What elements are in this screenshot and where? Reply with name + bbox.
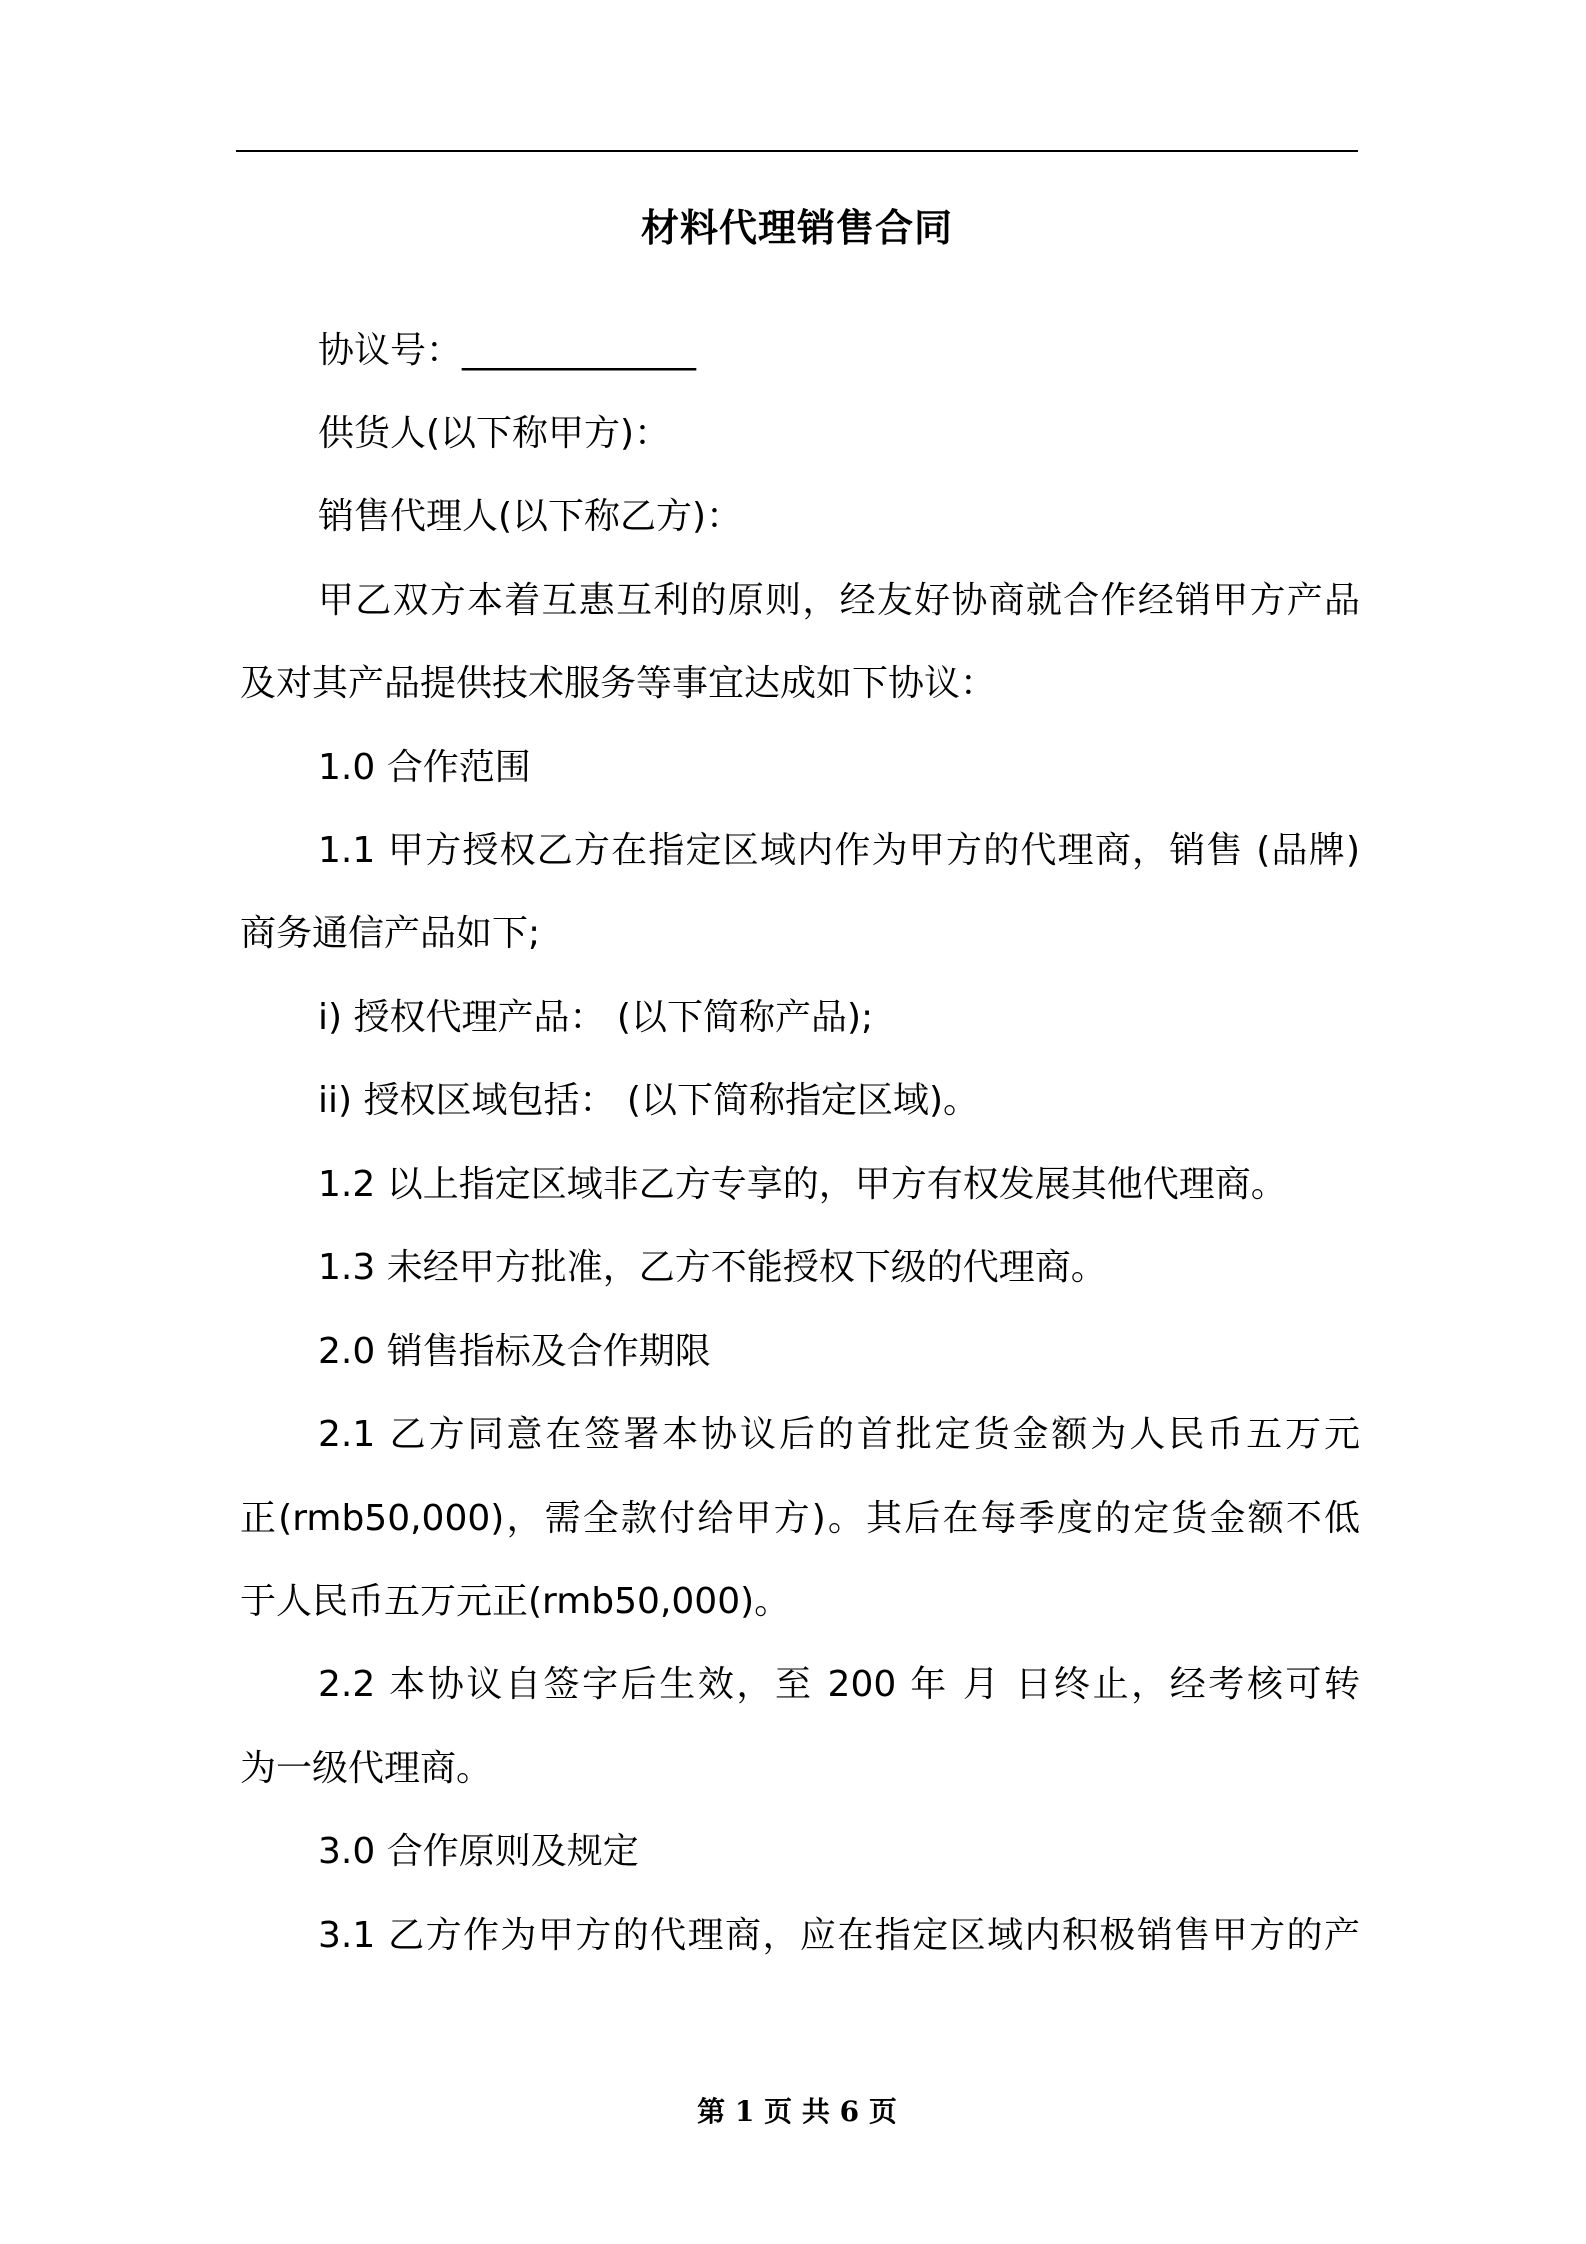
clause-1-2: 1.2 以上指定区域非乙方专享的，甲方有权发展其他代理商。 <box>318 1164 1287 1205</box>
section-3-0-heading: 3.0 合作原则及规定 <box>318 1831 639 1872</box>
clause-2-1-line-3: 于人民币五万元正(rmb50,000)。 <box>240 1581 791 1622</box>
sales-agent-line: 销售代理人(以下称乙方)： <box>318 496 743 537</box>
section-2-0-heading: 2.0 销售指标及合作期限 <box>318 1331 711 1372</box>
preamble-line-1: 甲乙双方本着互惠互利的原则，经友好协商就合作经销甲方产品 <box>318 580 1360 621</box>
section-1-0-heading: 1.0 合作范围 <box>318 747 531 788</box>
page-number-footer: 第 1 页 共 6 页 <box>697 2095 897 2128</box>
clause-2-1-line-1: 2.1 乙方同意在签署本协议后的首批定货金额为人民币五万元 <box>318 1414 1360 1455</box>
clause-1-1-item-i: i) 授权代理产品： (以下简称产品); <box>318 997 874 1038</box>
clause-2-2-line-2: 为一级代理商。 <box>240 1748 493 1789</box>
clause-1-1-item-ii: ii) 授权区域包括： (以下简称指定区域)。 <box>318 1080 980 1121</box>
document-title: 材料代理销售合同 <box>640 206 953 250</box>
clause-1-1-line-1: 1.1 甲方授权乙方在指定区域内作为甲方的代理商，销售 (品牌) <box>318 830 1360 871</box>
header-rule <box>236 150 1358 152</box>
clause-1-3: 1.3 未经甲方批准，乙方不能授权下级的代理商。 <box>318 1247 1107 1288</box>
clause-3-1-line-1: 3.1 乙方作为甲方的代理商，应在指定区域内积极销售甲方的产 <box>318 1915 1360 1956</box>
preamble-line-2: 及对其产品提供技术服务等事宜达成如下协议： <box>240 663 997 704</box>
clause-2-1-line-2: 正(rmb50,000)，需全款付给甲方)。其后在每季度的定货金额不低 <box>240 1498 1360 1539</box>
agreement-number-line: 协议号：_____________ <box>318 330 697 371</box>
supplier-line: 供货人(以下称甲方)： <box>318 413 671 454</box>
clause-1-1-line-2: 商务通信产品如下; <box>240 913 541 954</box>
clause-2-2-line-1: 2.2 本协议自签字后生效，至 200 年 月 日终止，经考核可转 <box>318 1664 1360 1705</box>
